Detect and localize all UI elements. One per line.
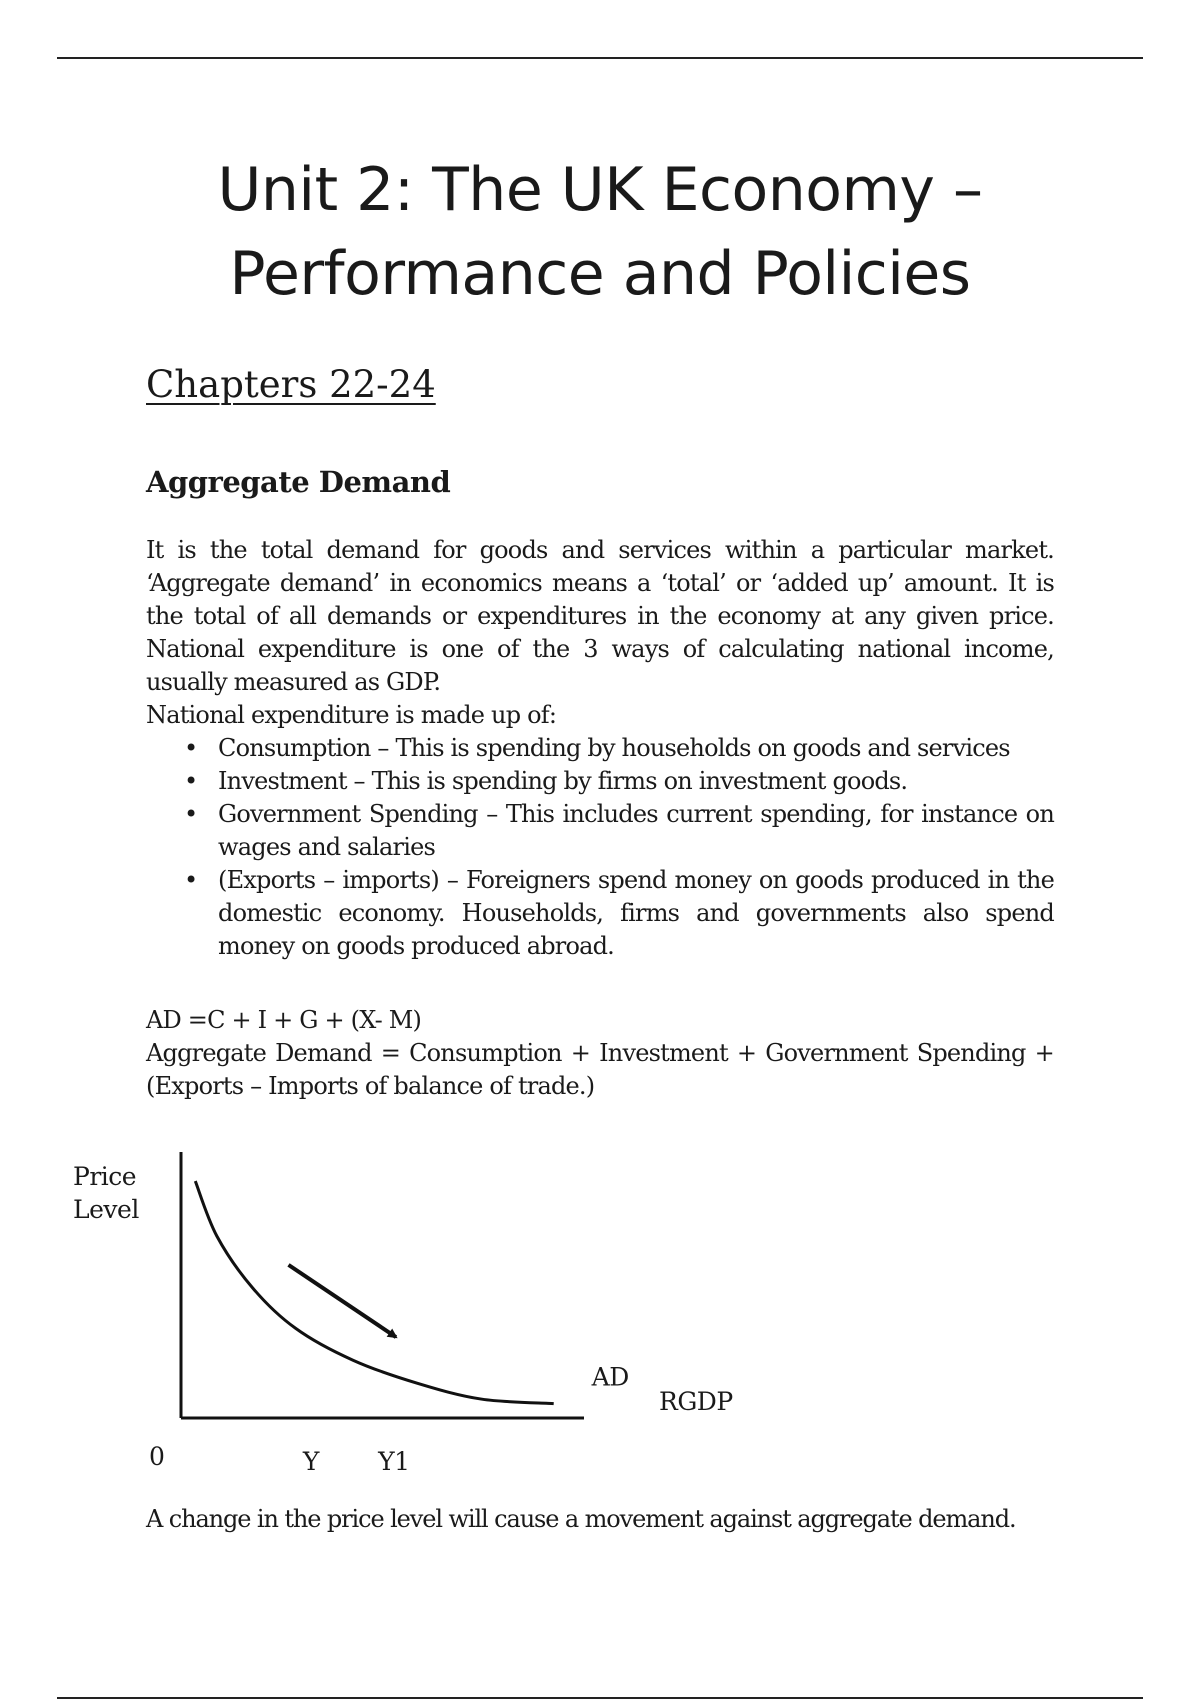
bullet-icon: • xyxy=(184,734,198,762)
ad-chart xyxy=(60,1140,733,1480)
list-item xyxy=(146,765,1054,798)
list-item-text: Consumption – This is spending by households on goods and services xyxy=(218,734,1010,762)
formula: AD =C + I + G + (X- M) xyxy=(146,1006,422,1034)
y-axis-label: Price xyxy=(73,1162,137,1191)
list-item-text: Government Spending – This includes current spending, for instance on wages and salaries xyxy=(218,800,1054,861)
conclusion: A change in the price level will cause a movement against aggregate demand. xyxy=(146,1505,1016,1533)
bottom-rule xyxy=(57,1697,1143,1699)
ad-curve xyxy=(195,1181,553,1404)
bullet-icon: • xyxy=(184,866,198,894)
formula-section xyxy=(146,1004,1054,1103)
page-title xyxy=(140,148,1060,316)
bullet-icon: • xyxy=(184,767,198,795)
list-item xyxy=(146,732,1054,765)
series-label: AD xyxy=(591,1362,629,1392)
x-tick-label: Y xyxy=(302,1447,319,1476)
list-item xyxy=(146,864,1054,963)
x-tick-label: Y1 xyxy=(378,1447,410,1476)
body-section xyxy=(146,534,1054,963)
title-line-1: Unit 2: The UK Economy – xyxy=(217,155,983,225)
movement-arrow xyxy=(289,1265,397,1337)
top-rule xyxy=(57,57,1143,59)
x-tick-labels xyxy=(302,1447,410,1476)
x-axis-label: RGDP xyxy=(659,1387,733,1416)
intro-paragraph: It is the total demand for goods and services within a particular market. ‘Aggregate demand’ in economics means a ‘total’ or ‘added up’ amount. It is the total of all demands or expenditures in the economy at any given price. National expenditure is one of the 3 ways of calculating national income, usually measured as GDP. xyxy=(146,536,1054,696)
list-intro: National expenditure is made up of: xyxy=(146,701,557,729)
y-axis-label: Level xyxy=(73,1195,139,1224)
origin-label: 0 xyxy=(149,1442,165,1471)
bullet-list xyxy=(146,732,1054,963)
formula-explained: Aggregate Demand = Consumption + Investment + Government Spending + (Exports – Imports of balance of trade.) xyxy=(146,1039,1054,1100)
list-item-text: Investment – This is spending by firms on investment goods. xyxy=(218,767,908,795)
bullet-icon: • xyxy=(184,800,198,828)
title-line-2: Performance and Policies xyxy=(229,239,971,309)
list-item xyxy=(146,798,1054,864)
chapters-heading: Chapters 22-24 xyxy=(146,363,436,406)
section-heading: Aggregate Demand xyxy=(146,465,451,499)
list-item-text: (Exports – imports) – Foreigners spend money on goods produced in the domestic economy. Households, firms and governments also spend money on goods produced abroad. xyxy=(218,866,1054,960)
